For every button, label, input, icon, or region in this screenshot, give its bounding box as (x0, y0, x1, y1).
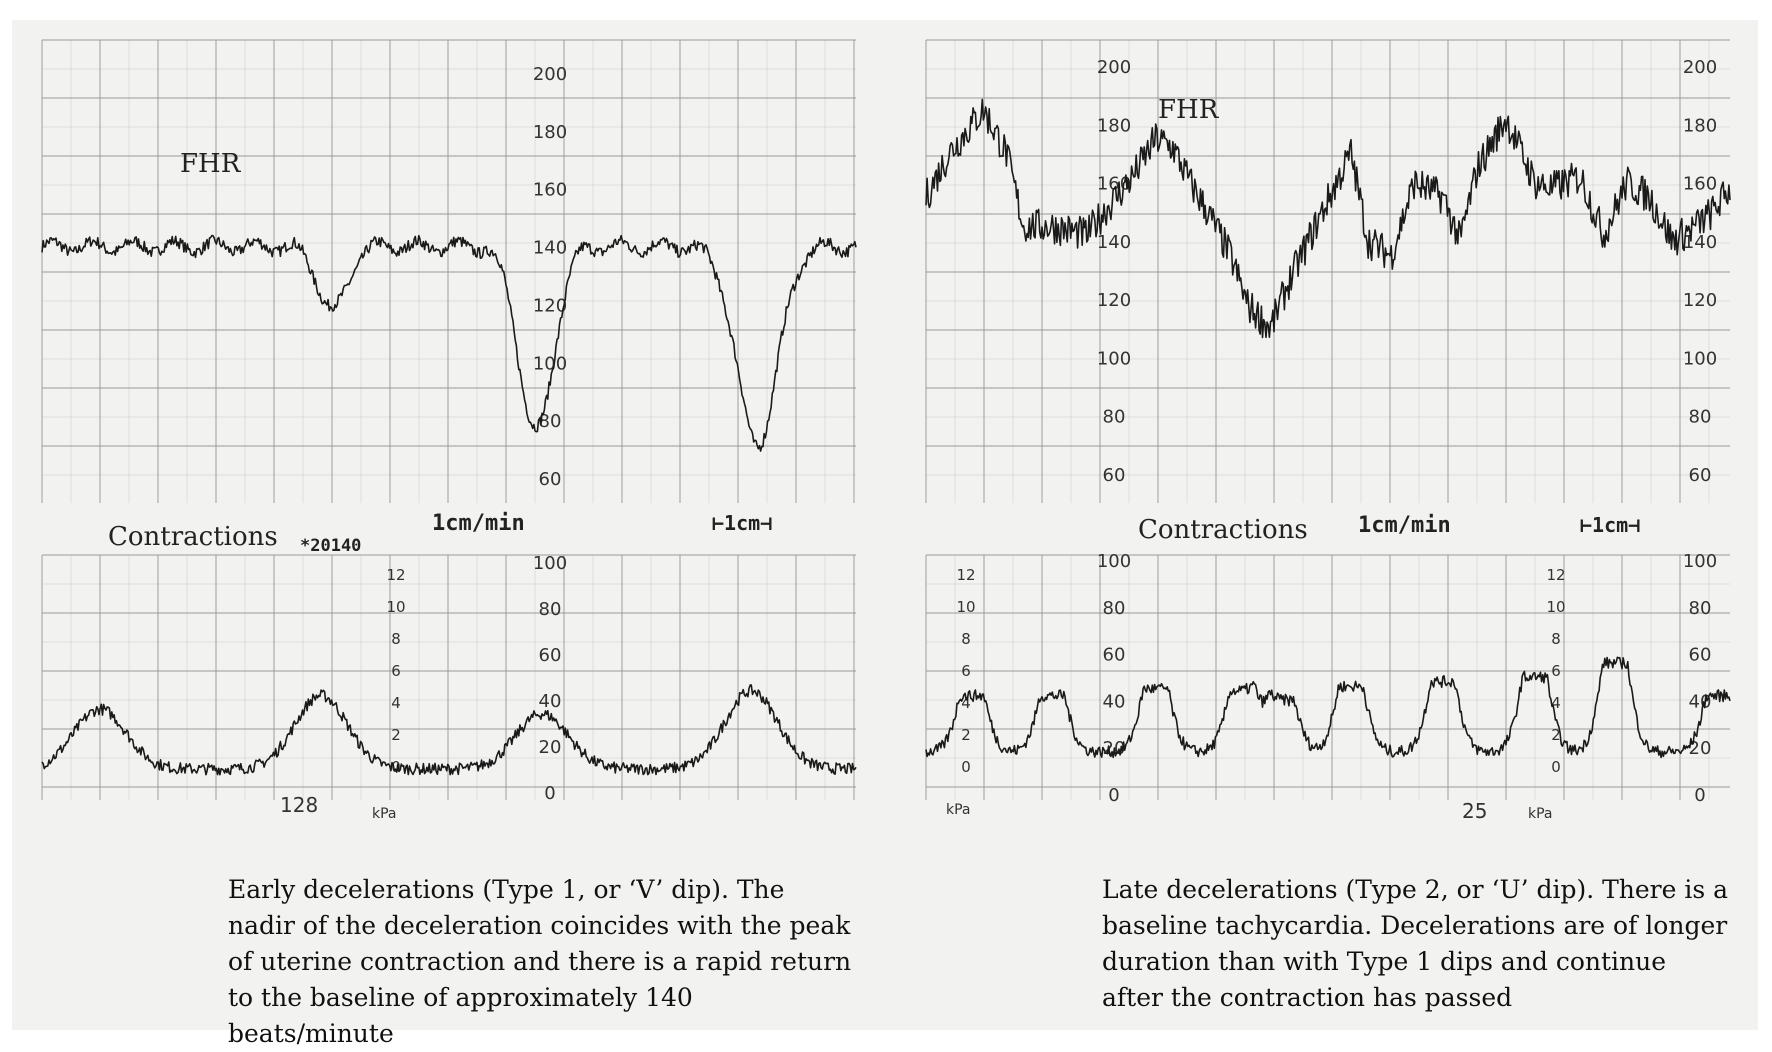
number-annotation-early: 128 (280, 793, 319, 817)
late-kpa-tick-label: 8 (1551, 630, 1561, 648)
late-kpa-tick-label: 8 (961, 630, 971, 648)
late-fhr-tick-label-right: 100 (1682, 348, 1718, 370)
early-fhr-tick-label: 100 (532, 353, 568, 375)
late-fhr-tick-label-right: 60 (1688, 465, 1712, 486)
late-con-tick-label: 100 (1096, 551, 1132, 572)
contractions-label-late: Contractions (1138, 515, 1308, 545)
late-kpa-tick-label: 6 (1551, 662, 1561, 680)
caption-early-text: Early decelerations (Type 1, or ‘V’ dip). The nadir of the deceleration coincides with the peak of uterine contraction and there is a rapid return to the baseline of approximately 140 beats/minute (228, 875, 852, 1048)
late-fhr-tick-label: 160 (1096, 173, 1132, 195)
kpa-unit-early: kPa (372, 806, 397, 822)
late-kpa-tick-label: 10 (956, 598, 976, 616)
late-fhr-tick-label-right: 200 (1682, 57, 1718, 78)
late-fhr-tick-label-right: 180 (1682, 115, 1718, 137)
late-fhr-tick-label: 200 (1096, 57, 1132, 78)
late-con-tick-label: 40 (1102, 691, 1126, 713)
early-con-tick-label: 80 (538, 599, 562, 620)
late-con-tick-label-right: 100 (1682, 551, 1718, 572)
early-con-tick-label: 20 (538, 737, 562, 758)
contractions-label-early: Contractions (108, 522, 278, 552)
late-con-tick-label: 20 (1102, 738, 1126, 760)
speed-annotation-early: 1cm/min (432, 511, 525, 536)
speed-annotation-late: 1cm/min (1358, 513, 1451, 538)
late-fhr-tick-label: 140 (1096, 231, 1132, 253)
late-con-tick-label-right: 0 (1694, 785, 1706, 806)
late-con-tick-label-right: 40 (1688, 691, 1712, 713)
early-fhr-tick-label: 160 (532, 179, 568, 201)
early-kpa-tick-label: 8 (391, 630, 401, 648)
late-con-tick-label-right: 20 (1688, 738, 1712, 760)
early-fhr-tick-label: 60 (538, 469, 562, 490)
late-kpa-tick-label: 2 (1551, 726, 1561, 744)
late-contraction-trace (926, 657, 1730, 760)
early-contraction-trace (42, 685, 856, 775)
early-con-tick-label: 100 (532, 553, 568, 574)
late-fhr-tick-label: 120 (1096, 290, 1132, 312)
scale-annotation-early: ⊢1cm⊣ (712, 511, 773, 535)
late-kpa-tick-label: 12 (1546, 566, 1566, 584)
late-kpa-tick-label: 12 (956, 566, 976, 584)
early-fhr-tick-label: 80 (538, 411, 562, 433)
late-kpa-tick-label: 0 (1551, 758, 1561, 776)
caption-early (44, 872, 854, 1052)
early-kpa-tick-label: 12 (386, 566, 406, 584)
kpa-unit-late-right: kPa (1528, 806, 1553, 822)
late-con-tick-label: 0 (1108, 785, 1120, 806)
late-fhr-tick-label-right: 140 (1682, 231, 1718, 253)
late-fhr-tick-label: 100 (1096, 348, 1132, 370)
early-con-tick-label: 0 (544, 783, 556, 804)
late-kpa-tick-label: 2 (961, 726, 971, 744)
late-fhr-tick-label-right: 80 (1688, 406, 1712, 428)
late-kpa-tick-label: 0 (961, 758, 971, 776)
late-fhr-trace (926, 100, 1730, 338)
early-fhr-tick-label: 200 (532, 64, 568, 85)
early-kpa-tick-label: 10 (386, 598, 406, 616)
late-fhr-tick-label: 180 (1096, 115, 1132, 137)
late-con-tick-label: 60 (1102, 644, 1126, 666)
early-con-tick-label: 60 (538, 645, 562, 666)
early-kpa-tick-label: 6 (391, 662, 401, 680)
late-kpa-tick-label: 6 (961, 662, 971, 680)
late-con-tick-label-right: 60 (1688, 644, 1712, 666)
fhr-label-early: FHR (180, 149, 241, 179)
kpa-unit-late-left: kPa (946, 802, 971, 818)
early-fhr-tick-label: 140 (532, 237, 568, 259)
late-kpa-tick-label: 10 (1546, 598, 1566, 616)
late-fhr-tick-label: 80 (1102, 406, 1126, 428)
early-fhr-tick-label: 120 (532, 295, 568, 317)
late-con-tick-label: 80 (1102, 597, 1126, 619)
late-kpa-tick-label: 4 (1551, 694, 1561, 712)
late-fhr-tick-label-right: 120 (1682, 290, 1718, 312)
early-kpa-tick-label: 0 (391, 758, 401, 776)
early-fhr-trace (42, 236, 856, 452)
code-annotation-early: *20140 (300, 536, 362, 556)
early-kpa-tick-label: 4 (391, 694, 401, 712)
early-kpa-tick-label: 2 (391, 726, 401, 744)
number-annotation-late: 25 (1462, 799, 1488, 823)
fhr-label-late: FHR (1158, 95, 1219, 125)
early-fhr-tick-label: 180 (532, 121, 568, 143)
late-con-tick-label-right: 80 (1688, 597, 1712, 619)
caption-late-text: Late decelerations (Type 2, or ‘U’ dip). There is a baseline tachycardia. Decelerations are of longer duration than with Type 1 dips and continue after the contraction has passed (1102, 875, 1729, 1012)
scale-annotation-late: ⊢1cm⊣ (1580, 513, 1641, 537)
late-fhr-tick-label: 60 (1102, 465, 1126, 486)
late-fhr-tick-label-right: 160 (1682, 173, 1718, 195)
late-kpa-tick-label: 4 (961, 694, 971, 712)
early-con-tick-label: 40 (538, 691, 562, 712)
caption-late (920, 872, 1732, 1016)
